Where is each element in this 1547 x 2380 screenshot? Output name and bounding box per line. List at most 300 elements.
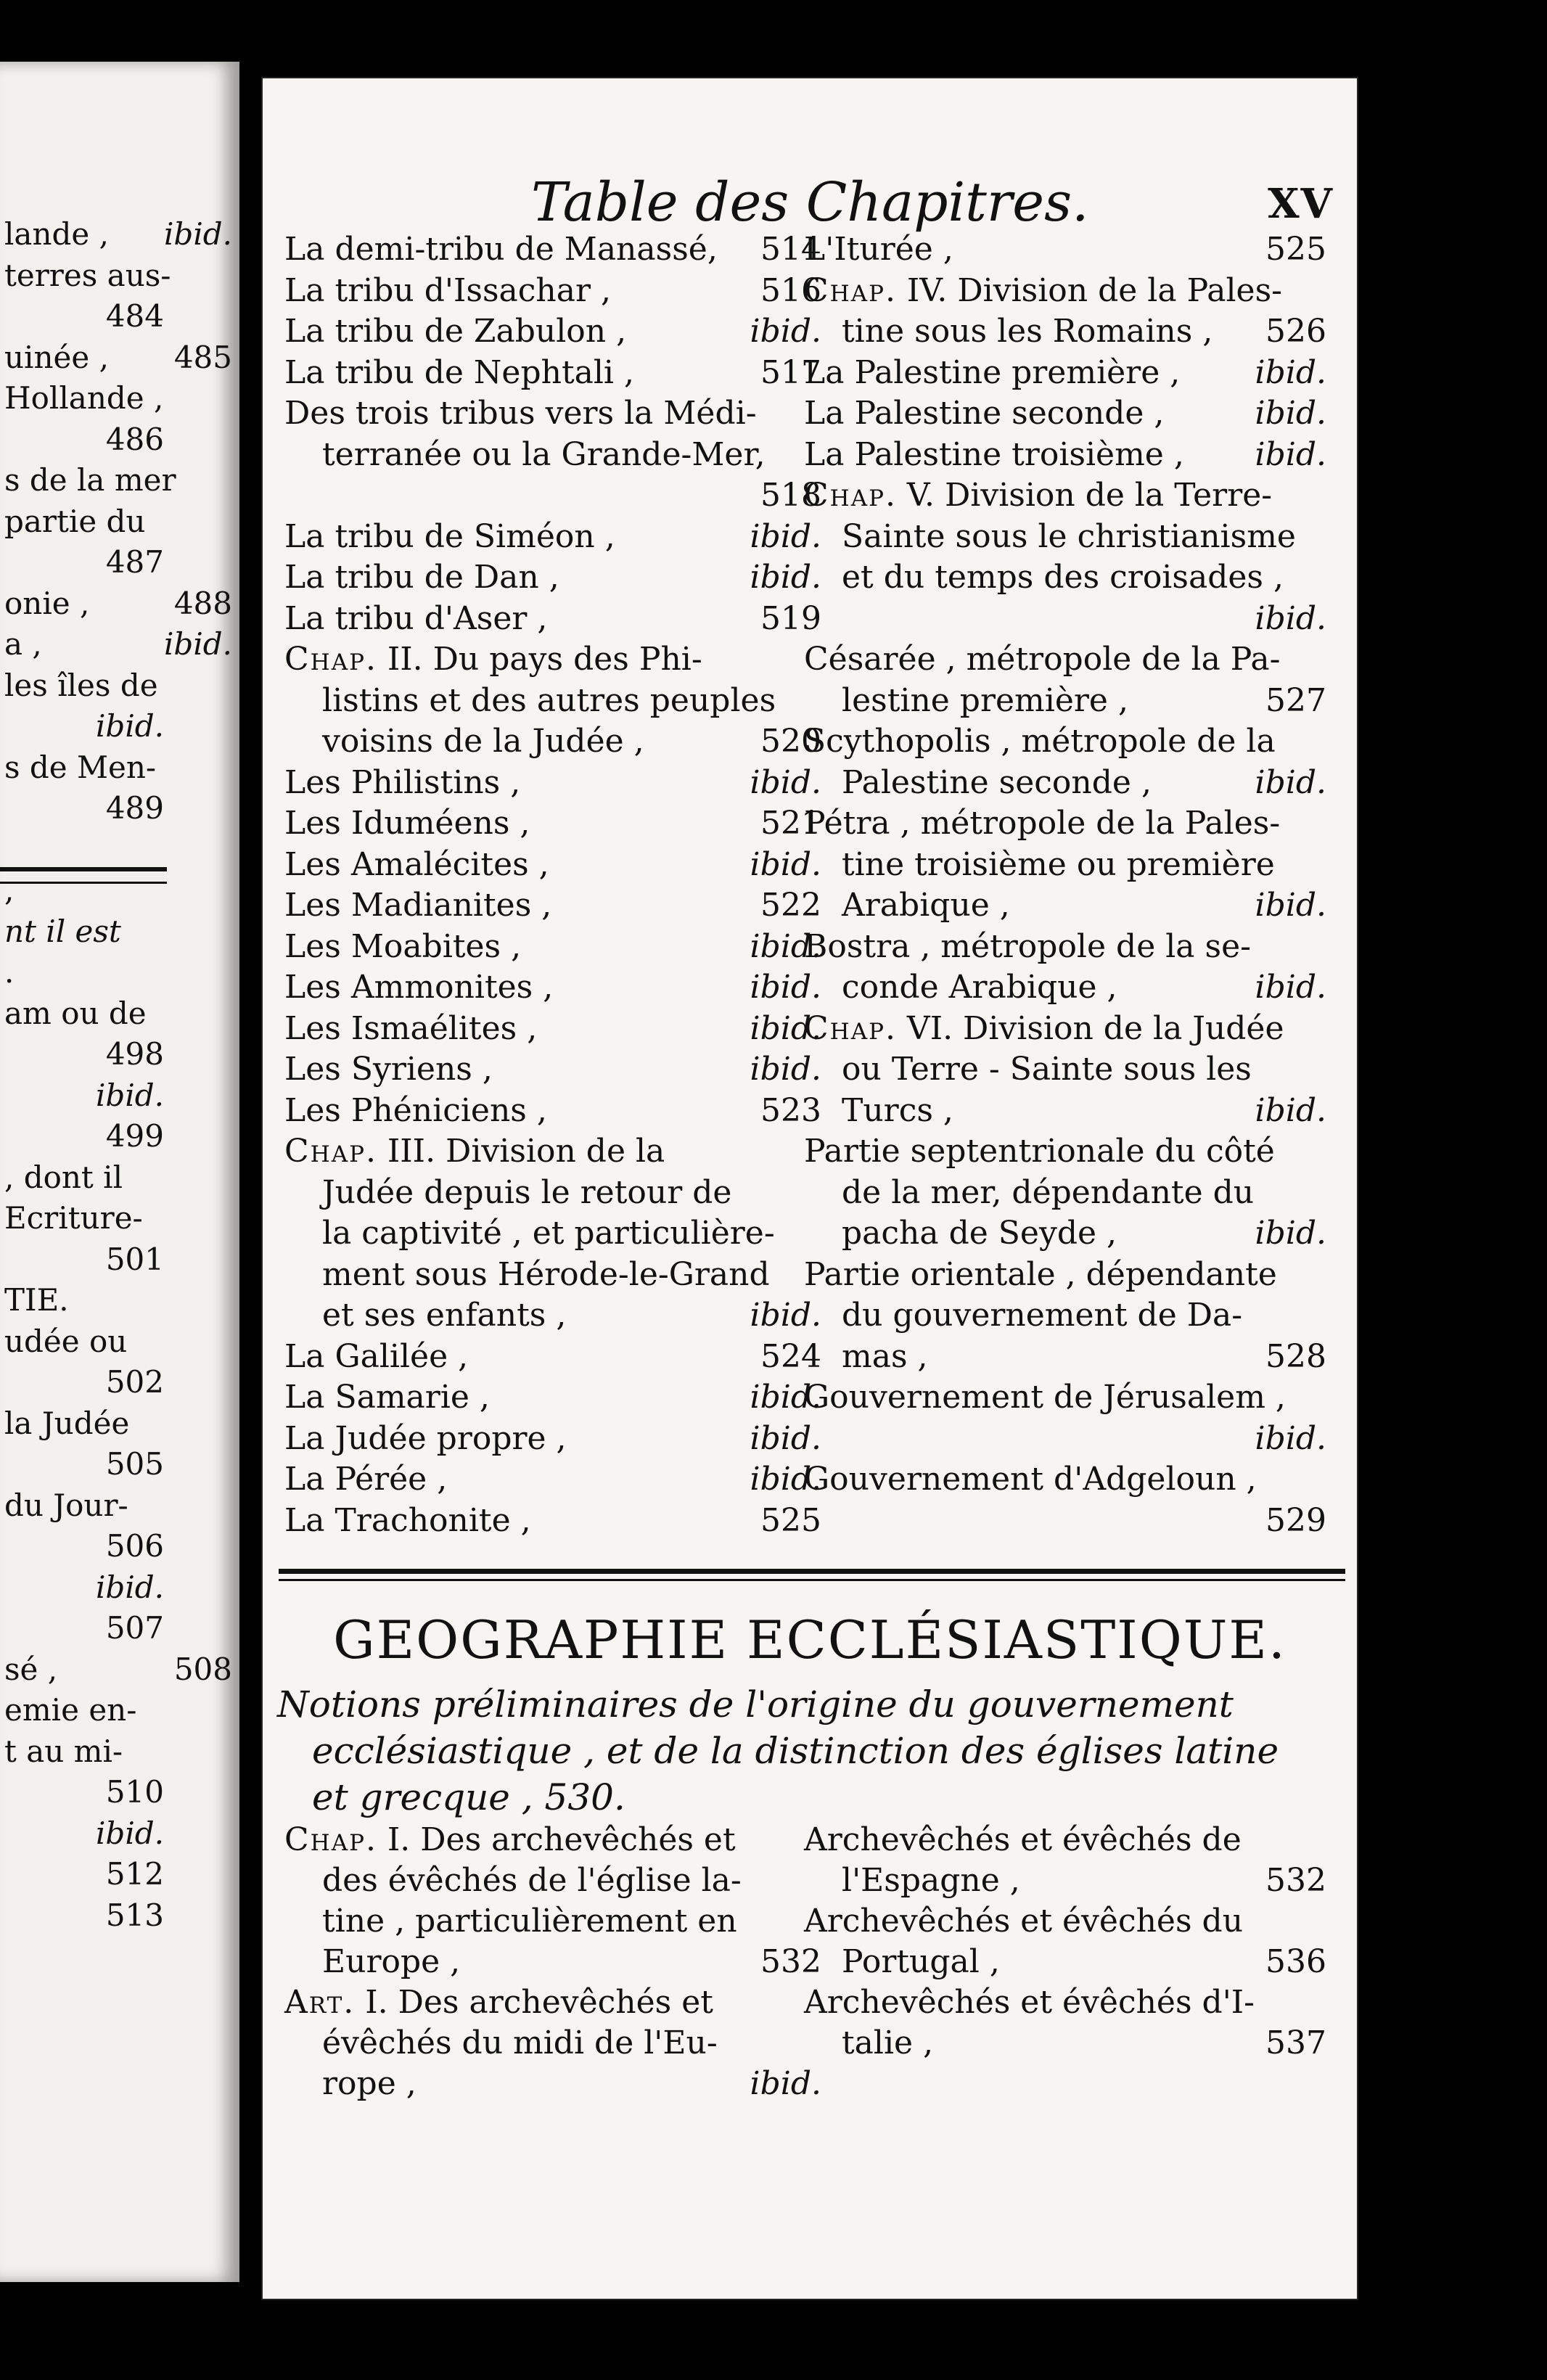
entry-title (284, 1501, 531, 1542)
entry-text: I. Des archevêchés et (355, 1984, 713, 2021)
page (263, 78, 1357, 2299)
toc-entry (284, 1009, 821, 1050)
entry-title (322, 1901, 737, 1942)
entry-page: 522 (760, 887, 821, 924)
entry-label: Chap. (804, 477, 897, 514)
entry-text: talie , (842, 2024, 934, 2061)
entry-text: tine , particulièrement en (322, 1903, 737, 1940)
entry-text: Césarée , métropole de la Pa- (804, 641, 1281, 678)
entry-title (284, 1337, 468, 1378)
entry-page: ibid. (1255, 599, 1326, 637)
toc-entry (284, 1295, 821, 1337)
toc-entry (284, 1337, 821, 1378)
facing-page-line (0, 911, 239, 952)
facing-line-page: 510 (105, 1774, 164, 1810)
facing-line-text: udée ou (4, 1323, 128, 1359)
entry-title (804, 393, 1164, 435)
toc-entry (804, 1173, 1326, 1214)
toc-entry (284, 885, 821, 927)
entry-page: ibid. (750, 927, 821, 965)
entry-page: 526 (1265, 313, 1326, 350)
entry-text: mas , (842, 1337, 928, 1375)
toc-column-left-2 (284, 1820, 821, 2104)
facing-page-line (0, 1649, 239, 1690)
entry-text: Gouvernement d'Adgeloun , (804, 1461, 1257, 1498)
entry-label: Chap. (804, 1009, 897, 1047)
entry-page: 527 (1265, 681, 1326, 719)
entry-page: 521 (760, 805, 821, 842)
toc-entry (804, 1131, 1326, 1173)
toc-entry (804, 845, 1326, 886)
facing-line-text: am ou de (4, 995, 147, 1031)
facing-line-page: 485 (173, 339, 232, 375)
entry-page: ibid. (750, 1419, 821, 1457)
entry-page: ibid. (1255, 969, 1326, 1006)
entry-title (804, 803, 1280, 845)
entry-text: terranée ou la Grande-Mer, (322, 435, 766, 473)
facing-page-line (0, 747, 239, 788)
entry-title (804, 927, 1251, 968)
toc-entry (804, 557, 1326, 599)
entry-text: ment sous Hérode-le-Grand (322, 1255, 770, 1293)
toc-entry (804, 1049, 1326, 1091)
section-double-rule (279, 1569, 1345, 1585)
entry-text: Judée depuis le retour de (322, 1173, 732, 1211)
entry-text: Palestine seconde , (842, 763, 1152, 801)
entry-text: rope , (322, 2065, 416, 2102)
entry-text: Sainte sous le christianisme (842, 517, 1296, 555)
facing-line-text: TIE. (4, 1282, 69, 1318)
toc-entry (284, 1091, 821, 1132)
facing-page-line (0, 870, 239, 911)
facing-page-line (0, 952, 239, 993)
facing-line-page: ibid. (164, 626, 232, 662)
entry-page: ibid. (1255, 1091, 1326, 1129)
entry-title (804, 271, 1282, 312)
toc-entry (804, 1860, 1326, 1901)
toc-entry (804, 1377, 1326, 1419)
entry-title (804, 1009, 1284, 1050)
entry-text: du gouvernement de Da- (842, 1297, 1243, 1334)
entry-title (842, 763, 1152, 804)
facing-line-text: nt il est (4, 913, 121, 949)
entry-title (284, 271, 611, 312)
entry-title (804, 353, 1180, 394)
entry-text: La Palestine seconde , (804, 395, 1165, 432)
facing-line-page: 512 (105, 1856, 164, 1892)
entry-text: VI. Division de la Judée (896, 1009, 1284, 1047)
entry-title (284, 557, 559, 599)
facing-page-line (0, 1403, 239, 1444)
entry-title (322, 1860, 742, 1901)
toc-entry (284, 681, 821, 722)
toc-entry (284, 1901, 821, 1942)
toc-entry (284, 1820, 821, 1860)
entry-text: Les Iduméens , (284, 805, 530, 842)
entry-page: 536 (1265, 1943, 1326, 1980)
toc-entry (284, 1049, 821, 1091)
entry-text: voisins de la Judée , (322, 723, 644, 760)
entry-label: Art. (284, 1984, 356, 2021)
facing-line-page: ibid. (96, 1077, 164, 1113)
facing-page-line (0, 542, 239, 583)
entry-title (842, 2023, 933, 2064)
toc-entry (804, 1942, 1326, 1982)
facing-line-page: 507 (105, 1610, 164, 1646)
entry-text: La tribu de Siméon , (284, 517, 615, 555)
toc-entry (284, 803, 821, 845)
entry-title (284, 517, 615, 558)
entry-title (284, 763, 520, 804)
entry-text: Gouvernement de Jérusalem , (804, 1379, 1286, 1416)
section-heading: GEOGRAPHIE ECCLÉSIASTIQUE. (333, 1609, 1287, 1670)
toc-column-right-2 (804, 1820, 1326, 2064)
facing-page-line (0, 1526, 239, 1567)
entry-title (284, 1377, 490, 1419)
entry-text: des évêchés de l'église la- (322, 1862, 742, 1899)
entry-page: ibid. (750, 1009, 821, 1047)
facing-line-text: uinée , (4, 339, 109, 375)
entry-page: 524 (760, 1337, 821, 1375)
facing-line-text: les îles de (4, 667, 158, 703)
entry-text: Archevêchés et évêchés d'I- (804, 1984, 1255, 2021)
toc-entry (804, 271, 1326, 312)
entry-title (804, 229, 953, 271)
facing-page-line (0, 1813, 239, 1854)
toc-entry (284, 1213, 821, 1255)
entry-text: Arabique , (842, 887, 1010, 924)
toc-column-right (804, 229, 1326, 1541)
entry-label: Chap. (284, 1133, 377, 1170)
toc-entry (804, 311, 1326, 353)
entry-title (804, 475, 1272, 517)
entry-title (804, 721, 1276, 763)
entry-title (322, 721, 644, 763)
facing-page-line (0, 829, 239, 870)
entry-title (284, 845, 549, 886)
facing-line-text: onie , (4, 585, 90, 621)
entry-title (804, 1377, 1286, 1419)
facing-line-text: du Jour- (4, 1487, 128, 1523)
facing-page-line (0, 1034, 239, 1075)
entry-label: Chap. (804, 271, 897, 309)
entry-text: évêchés du midi de l'Eu- (322, 2024, 718, 2061)
entry-page: ibid. (1255, 1215, 1326, 1252)
facing-line-page: 498 (105, 1036, 164, 1072)
entry-text: Les Philistins , (284, 763, 521, 801)
entry-title (842, 1173, 1254, 1214)
entry-text: Partie orientale , dépendante (804, 1255, 1277, 1293)
facing-page-line (0, 337, 239, 378)
facing-page-line (0, 583, 239, 624)
toc-entry (804, 599, 1326, 640)
entry-text: ou Terre - Sainte sous les (842, 1051, 1252, 1088)
facing-line-text: , dont il (4, 1159, 123, 1195)
entry-title (284, 803, 530, 845)
entry-page: 516 (760, 271, 821, 309)
entry-page: ibid. (750, 845, 821, 883)
entry-page: ibid. (750, 2065, 821, 2102)
facing-line-page: 505 (105, 1446, 164, 1482)
facing-line-page: 499 (105, 1118, 164, 1154)
facing-page-line (0, 788, 239, 829)
entry-page: ibid. (750, 559, 821, 596)
toc-entry (284, 2064, 821, 2104)
entry-title (322, 681, 776, 722)
toc-entry (804, 435, 1326, 476)
entry-title (804, 1901, 1243, 1942)
entry-title (284, 1091, 547, 1132)
facing-line-page: 501 (105, 1241, 164, 1277)
entry-title (804, 1255, 1277, 1296)
toc-entry (804, 803, 1326, 845)
entry-text: La demi-tribu de Manassé, (284, 231, 718, 268)
entry-text: IV. Division de la Pales- (896, 271, 1283, 309)
entry-title (842, 1213, 1117, 1255)
toc-entry (804, 475, 1326, 517)
toc-entry (804, 1459, 1326, 1501)
intro-line: ecclésiastique , et de la distinction des églises latine (312, 1730, 1279, 1772)
entry-title (842, 681, 1128, 722)
entry-text: Les Syriens , (284, 1051, 493, 1088)
entry-title (322, 1173, 731, 1214)
entry-text: Les Ammonites , (284, 969, 554, 1006)
entry-text: V. Division de la Terre- (896, 477, 1273, 514)
toc-entry (284, 927, 821, 968)
facing-line-text: s de Men- (4, 749, 157, 785)
entry-text: et du temps des croisades , (842, 559, 1284, 596)
toc-entry (804, 229, 1326, 271)
toc-entry (804, 1337, 1326, 1378)
facing-line-page: 487 (105, 544, 164, 580)
toc-entry (804, 1213, 1326, 1255)
facing-line-page: 486 (105, 421, 164, 457)
entry-title (322, 1255, 770, 1296)
toc-entry (284, 517, 821, 558)
entry-page: ibid. (750, 517, 821, 555)
toc-entry (284, 311, 821, 353)
toc-entry (804, 639, 1326, 681)
page-number: XV (1268, 180, 1334, 228)
entry-text: La tribu de Nephtali , (284, 353, 634, 391)
entry-page: 537 (1265, 2024, 1326, 2061)
facing-page-line (0, 1362, 239, 1403)
entry-title (322, 2064, 416, 2104)
entry-page: ibid. (1255, 763, 1326, 801)
facing-line-text: sé , (4, 1651, 58, 1687)
toc-entry (804, 721, 1326, 763)
entry-text: La Judée propre , (284, 1419, 567, 1457)
entry-title (804, 1820, 1242, 1860)
entry-text: La Pérée , (284, 1461, 448, 1498)
facing-line-text: partie du (4, 503, 146, 539)
entry-title (804, 1982, 1255, 2023)
entry-title (284, 1419, 567, 1460)
entry-text: III. Division de la (377, 1133, 665, 1170)
toc-entry (804, 967, 1326, 1009)
entry-page: ibid. (750, 1379, 821, 1416)
facing-page-line (0, 1157, 239, 1198)
entry-text: la captivité , et particulière- (322, 1215, 775, 1252)
entry-text: Les Madianites , (284, 887, 552, 924)
facing-line-page: 506 (105, 1528, 164, 1564)
entry-title (284, 1009, 537, 1050)
entry-text: Scythopolis , métropole de la (804, 723, 1276, 760)
entry-text: Les Phéniciens , (284, 1091, 547, 1129)
facing-page-line (0, 1321, 239, 1362)
facing-page-line (0, 1075, 239, 1116)
entry-page: 523 (760, 1091, 821, 1129)
entry-title (284, 1131, 665, 1173)
entry-text: La tribu d'Aser , (284, 599, 548, 637)
entry-page: 517 (760, 353, 821, 391)
entry-page: 525 (760, 1501, 821, 1539)
facing-page-line (0, 419, 239, 460)
entry-text: Europe , (322, 1943, 461, 1980)
entry-title (284, 229, 718, 271)
facing-line-text: terres aus- (4, 257, 171, 293)
toc-entry (284, 1419, 821, 1460)
entry-page: 525 (1265, 231, 1326, 268)
facing-page-line (0, 1895, 239, 1936)
entry-title (842, 1091, 953, 1132)
entry-title (284, 1049, 493, 1091)
facing-page-line (0, 296, 239, 337)
entry-title (842, 845, 1275, 886)
entry-text: La tribu de Zabulon , (284, 313, 627, 350)
toc-entry (804, 517, 1326, 558)
entry-text: Bostra , métropole de la se- (804, 927, 1251, 965)
facing-line-text: . (4, 954, 15, 990)
toc-entry (284, 557, 821, 599)
entry-title (322, 1213, 775, 1255)
facing-page-line (0, 1608, 239, 1649)
entry-title (284, 927, 521, 968)
facing-line-page: 489 (105, 790, 164, 826)
entry-text: Portugal , (842, 1943, 1000, 1980)
entry-title (284, 639, 702, 681)
entry-page: 528 (1265, 1337, 1326, 1375)
entry-text: de la mer, dépendante du (842, 1173, 1255, 1211)
entry-text: Des trois tribus vers la Médi- (284, 395, 757, 432)
entry-page: 532 (1265, 1862, 1326, 1899)
toc-entry (284, 1860, 821, 1901)
entry-title (842, 1049, 1252, 1091)
entry-title (284, 1982, 713, 2023)
entry-title (284, 1820, 736, 1860)
entry-text: lestine première , (842, 681, 1128, 719)
entry-text: La tribu de Dan , (284, 559, 559, 596)
toc-entry (284, 1131, 821, 1173)
entry-text: La Palestine troisième , (804, 435, 1184, 473)
entry-text: Les Moabites , (284, 927, 522, 965)
entry-page: 518 (760, 477, 821, 514)
entry-text: Partie septentrionale du côté (804, 1133, 1275, 1170)
facing-page-line (0, 624, 239, 665)
entry-title (842, 1942, 1000, 1982)
facing-line-text: Hollande , (4, 380, 164, 416)
facing-line-page: ibid. (96, 1569, 164, 1605)
toc-entry (284, 1942, 821, 1982)
entry-page: 520 (760, 723, 821, 760)
facing-page-line (0, 1854, 239, 1895)
entry-page: 532 (760, 1943, 821, 1980)
facing-line-page: ibid. (96, 708, 164, 744)
entry-text: tine sous les Romains , (842, 313, 1213, 350)
entry-text: Pétra , métropole de la Pales- (804, 805, 1281, 842)
entry-title (284, 885, 551, 927)
entry-page: ibid. (1255, 435, 1326, 473)
facing-page-line (0, 1772, 239, 1813)
facing-line-page: 502 (105, 1364, 164, 1400)
entry-page: 529 (1265, 1501, 1326, 1539)
entry-title (842, 1337, 928, 1378)
entry-page: ibid. (1255, 1419, 1326, 1457)
entry-title (284, 353, 634, 394)
facing-page-line (0, 1239, 239, 1280)
toc-entry (284, 2023, 821, 2064)
entry-page: ibid. (750, 1297, 821, 1334)
entry-title (322, 2023, 718, 2064)
toc-entry (284, 1173, 821, 1214)
toc-entry (804, 885, 1326, 927)
toc-entry (284, 1377, 821, 1419)
entry-title (804, 639, 1281, 681)
facing-page-line (0, 706, 239, 747)
entry-title (842, 557, 1284, 599)
toc-entry (284, 435, 821, 476)
entry-title (284, 1459, 447, 1501)
entry-title (842, 967, 1117, 1009)
facing-page-line (0, 993, 239, 1034)
toc-entry (284, 353, 821, 394)
entry-text: Les Amalécites , (284, 845, 549, 883)
toc-entry (804, 1901, 1326, 1942)
entry-text: La Samarie , (284, 1379, 490, 1416)
entry-label: Chap. (284, 641, 377, 678)
entry-title (322, 1295, 566, 1337)
entry-page: ibid. (750, 1461, 821, 1498)
facing-line-text: la Judée (4, 1405, 130, 1441)
toc-entry (284, 967, 821, 1009)
facing-page-line (0, 1567, 239, 1608)
entry-title (842, 885, 1010, 927)
entry-title (804, 1131, 1275, 1173)
entry-page: ibid. (750, 1051, 821, 1088)
toc-entry (284, 845, 821, 886)
toc-entry (804, 1820, 1326, 1860)
entry-text: La tribu d'Issachar , (284, 271, 611, 309)
facing-page-line (0, 1116, 239, 1157)
toc-entry (804, 1982, 1326, 2023)
entry-text: pacha de Seyde , (842, 1215, 1117, 1252)
facing-page-line (0, 255, 239, 296)
toc-entry (284, 1255, 821, 1296)
toc-entry (804, 1501, 1326, 1542)
facing-line-page: 508 (173, 1651, 232, 1687)
entry-text: Les Ismaélites , (284, 1009, 538, 1047)
entry-page: 519 (760, 599, 821, 637)
facing-page-line (0, 214, 239, 255)
facing-page-line (0, 1485, 239, 1526)
entry-page: ibid. (750, 969, 821, 1006)
entry-text: Turcs , (842, 1091, 953, 1129)
facing-line-text: emie en- (4, 1692, 137, 1728)
running-head (263, 171, 1357, 234)
entry-text: Archevêchés et évêchés du (804, 1903, 1244, 1940)
entry-title (322, 435, 766, 476)
facing-page-line (0, 1731, 239, 1772)
